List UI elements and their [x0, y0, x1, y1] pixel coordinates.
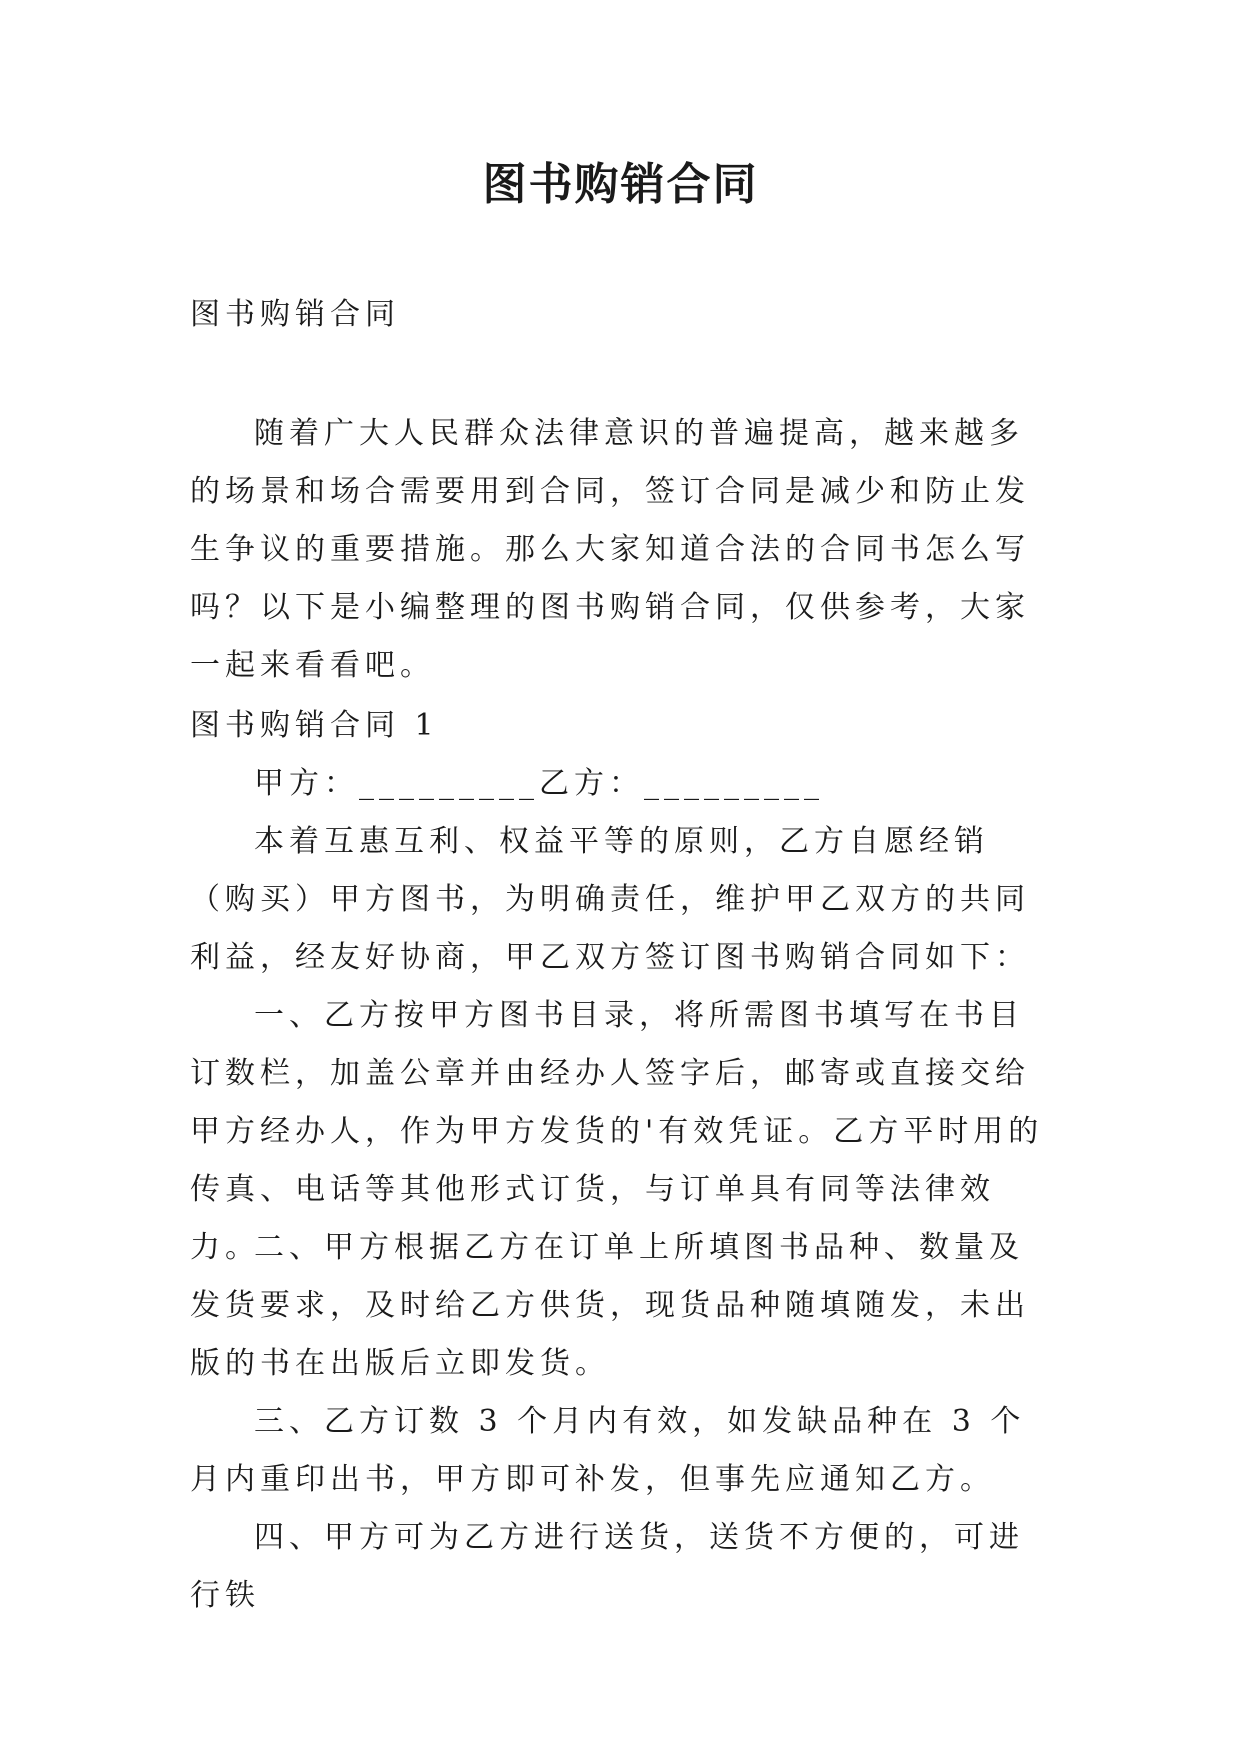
- clause-1-paragraph: 一、乙方按甲方图书目录，将所需图书填写在书目订数栏，加盖公章并由经办人签字后，邮寄或直接交给甲方经办人，作为甲方发货的'有效凭证。乙方平时用的传真、电话等其他形式订货，与订单具有同等法律效力。: [190, 998, 1044, 1265]
- document-subtitle: 图书购销合同: [190, 297, 400, 332]
- clause-2-paragraph: 二、甲方根据乙方在订单上所填图书品种、数量及发货要求，及时给乙方供货，现货品种随填随发，未出版的书在出版后立即发货。: [190, 1230, 1030, 1381]
- preamble-paragraph: 本着互惠互利、权益平等的原则，乙方自愿经销（购买）甲方图书，为明确责任，维护甲乙双方的共同利益，经友好协商，甲乙双方签订图书购销合同如下：: [190, 824, 1030, 975]
- document-title: 图书购销合同: [482, 159, 759, 210]
- clause-3-paragraph: 三、乙方订数 3 个月内有效，如发缺品种在 3 个月内重印出书，甲方即可补发，但事先应通知乙方。: [190, 1404, 1026, 1497]
- clause-4-paragraph: 四、甲方可为乙方进行送货，送货不方便的，可进行铁: [190, 1520, 1024, 1613]
- intro-paragraph: 随着广大人民群众法律意识的普遍提高，越来越多的场景和场合需要用到合同，签订合同是减少和防止发生争议的重要措施。那么大家知道合法的合同书怎么写吗？以下是小编整理的图书购销合同，仅供参考，大家一起来看看吧。: [190, 416, 1030, 683]
- contract-heading: 图书购销合同 1: [190, 708, 439, 743]
- parties-line: 甲方：_________乙方：_________: [254, 766, 824, 801]
